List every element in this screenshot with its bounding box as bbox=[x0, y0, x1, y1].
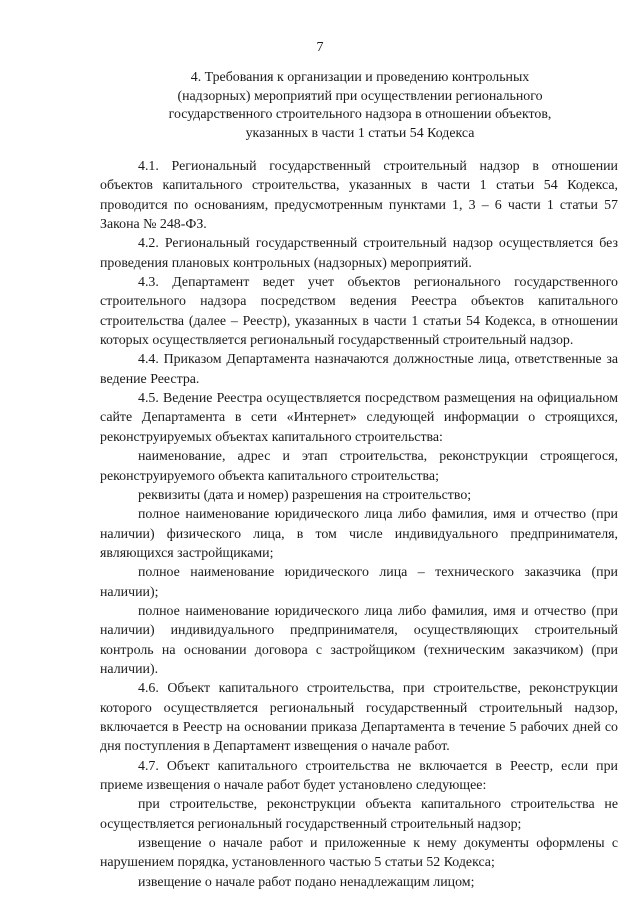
document-body bbox=[100, 157, 618, 892]
paragraph-4-4: 4.4. Приказом Департамента назначаются должностные лица, ответственные за ведение Реестра. bbox=[100, 352, 618, 387]
page-number: 7 bbox=[316, 40, 324, 55]
paragraph-4-3: 4.3. Департамент ведет учет объектов регионального государственного строительного надзора посредством ведения Реестра объектов капитального строительства (далее – Реестр), указанных в части 1 статьи 54 Кодекса, в отношении которых осуществляется региональный государственный строительный надзор. bbox=[100, 275, 618, 349]
paragraph-4-2: 4.2. Региональный государственный строительный надзор осуществляется без проведения плановых контрольных (надзорных) мероприятий. bbox=[100, 236, 618, 271]
paragraph-4-5: 4.5. Ведение Реестра осуществляется посредством размещения на официальном сайте Департамента в сети «Интернет» следующей информации о строящихся, реконструируемых объектах капитального строительства: bbox=[100, 391, 618, 445]
list-item: наименование, адрес и этап строительства, реконструкции строящегося, реконструируемого объекта капитального строительства; bbox=[100, 449, 618, 484]
list-item: полное наименование юридического лица либо фамилия, имя и отчество (при наличии) индивидуального предпринимателя, осуществляющих строительный контроль на основании договора с застройщиком (техническим заказчиком) (при наличии). bbox=[100, 603, 618, 677]
list-item: извещение о начале работ и приложенные к нему документы оформлены с нарушением порядка, установленного частью 5 статьи 52 Кодекса; bbox=[100, 836, 618, 871]
list-item: при строительстве, реконструкции объекта капитального строительства не осуществляется региональный государственный строительный надзор; bbox=[100, 797, 618, 832]
list-item: реквизиты (дата и номер) разрешения на строительство; bbox=[138, 487, 472, 503]
list-item: полное наименование юридического лица – технического заказчика (при наличии); bbox=[100, 565, 618, 600]
heading-line: государственного строительного надзора в отношении объектов, bbox=[168, 107, 552, 122]
paragraph-4-1: 4.1. Региональный государственный строительный надзор в отношении объектов капитального строительства, указанных в части 1 статьи 54 Кодекса, проводится по основаниям, предусмотренным пунктами 1, 3 – 6 части 1 статьи 57 Закона № 248-ФЗ. bbox=[100, 159, 618, 233]
list-item: полное наименование юридического лица либо фамилия, имя и отчество (при наличии) физического лица, в том числе индивидуального предпринимателя, являющихся застройщиками; bbox=[100, 507, 618, 561]
paragraph-4-6: 4.6. Объект капитального строительства, при строительстве, реконструкции которого осуществляется региональный государственный строительный надзор, включается в Реестр на основании приказа Департамента в течение 5 рабочих дней со дня поступления в Департамент извещения о начале работ. bbox=[100, 681, 618, 755]
section-heading bbox=[100, 69, 620, 143]
paragraph-4-7: 4.7. Объект капитального строительства не включается в Реестр, если при приеме извещения о начале работ будет установлено следующее: bbox=[100, 758, 618, 793]
list-item: извещение о начале работ подано ненадлежащим лицом; bbox=[138, 874, 475, 890]
heading-line: 4. Требования к организации и проведению контрольных bbox=[190, 70, 530, 85]
heading-line: указанных в части 1 статьи 54 Кодекса bbox=[245, 125, 475, 141]
heading-line: (надзорных) мероприятий при осуществлении регионального bbox=[177, 88, 543, 104]
